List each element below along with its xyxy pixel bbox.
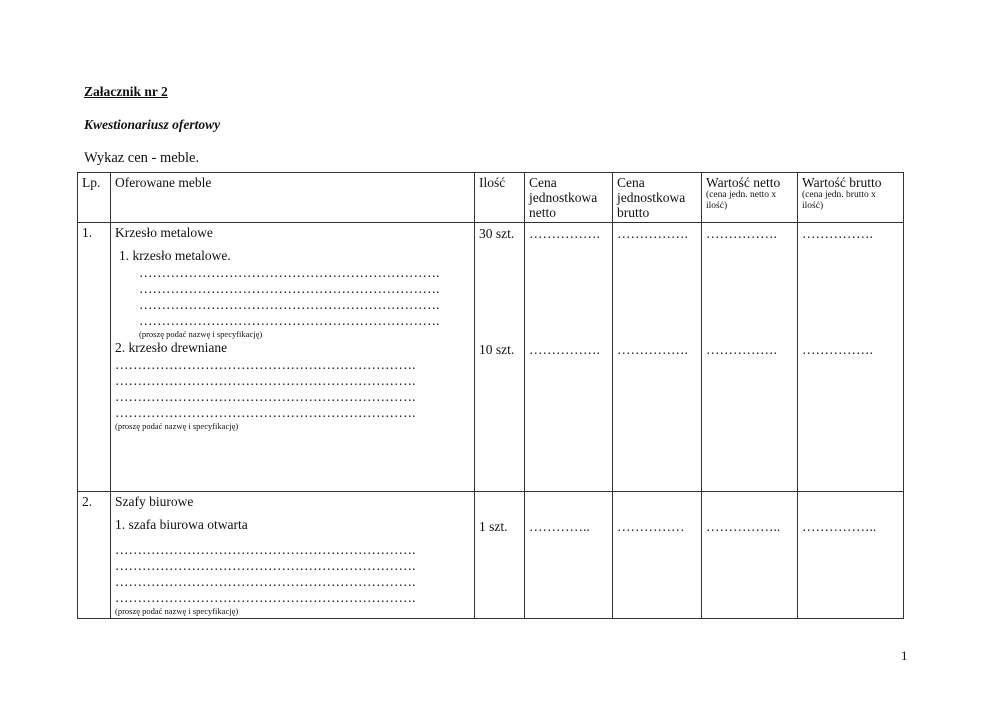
- spec-dots-line[interactable]: ………………………………………………………….: [115, 389, 416, 404]
- qty-2: 10 szt.: [479, 342, 515, 357]
- price-list-heading: Wykaz cen - meble.: [84, 150, 200, 166]
- spec-dots-line[interactable]: ………………………………………………………….: [115, 373, 416, 388]
- header-item: Oferowane meble: [111, 173, 475, 223]
- table-row: [78, 223, 904, 492]
- header-value-net: [702, 173, 798, 223]
- spec-note: (proszę podać nazwę i specyfikację): [139, 329, 263, 339]
- header-unit-gross: Cena jednostkowa brutto: [613, 173, 702, 223]
- qty-1: 30 szt.: [479, 226, 515, 241]
- header-value-gross: [798, 173, 904, 223]
- header-value-net-label: Wartość netto: [706, 175, 781, 190]
- price-placeholder[interactable]: …………….: [617, 342, 688, 357]
- price-placeholder[interactable]: …………….: [802, 226, 873, 241]
- header-value-gross-label: Wartość brutto: [802, 175, 882, 190]
- row-item: [111, 492, 475, 619]
- price-placeholder[interactable]: …………….: [802, 342, 873, 357]
- unit-net-cell[interactable]: [525, 492, 613, 619]
- price-placeholder[interactable]: …………..: [529, 519, 590, 534]
- spec-dots-line[interactable]: ………………………………………………………….: [115, 357, 416, 372]
- spec-dots-line[interactable]: ………………………………………………………….: [115, 542, 416, 557]
- unit-net-cell[interactable]: [525, 223, 613, 492]
- spec-dots-line[interactable]: ………………………………………………………….: [115, 590, 416, 605]
- table-row: [78, 492, 904, 619]
- spec-dots-line[interactable]: ………………………………………………………….: [139, 265, 440, 280]
- spec-dots-line[interactable]: ………………………………………………………….: [139, 313, 440, 328]
- price-placeholder[interactable]: ……………..: [706, 519, 781, 534]
- price-placeholder[interactable]: ……………: [617, 519, 685, 534]
- subitem-2-label: 2. krzesło drewniane: [115, 340, 228, 355]
- unit-gross-cell[interactable]: [613, 223, 702, 492]
- price-placeholder[interactable]: ……………..: [802, 519, 877, 534]
- spec-dots-line[interactable]: ………………………………………………………….: [139, 297, 440, 312]
- header-value-gross-note: (cena jedn. brutto x ilość): [802, 190, 876, 211]
- row-lp: 1.: [78, 223, 111, 492]
- page-number: 1: [901, 648, 908, 663]
- price-placeholder[interactable]: …………….: [529, 226, 600, 241]
- row-qty: [475, 492, 525, 619]
- spec-note: (proszę podać nazwę i specyfikację): [115, 421, 239, 431]
- price-placeholder[interactable]: …………….: [706, 342, 777, 357]
- subitem-1-label: 1. szafa biurowa otwarta: [115, 517, 248, 532]
- spec-note: (proszę podać nazwę i specyfikację): [115, 606, 239, 616]
- price-table: [77, 172, 904, 619]
- document-subtitle: Kwestionariusz ofertowy: [84, 117, 221, 132]
- spec-dots-line[interactable]: ………………………………………………………….: [139, 281, 440, 296]
- qty-1: 1 szt.: [479, 519, 508, 534]
- header-qty: Ilość: [475, 173, 525, 223]
- item-title: Szafy biurowe: [115, 494, 194, 509]
- header-row: [78, 173, 904, 223]
- value-net-cell[interactable]: [702, 223, 798, 492]
- spec-dots-line[interactable]: ………………………………………………………….: [115, 558, 416, 573]
- unit-gross-cell[interactable]: [613, 492, 702, 619]
- annex-title: Załacznik nr 2: [84, 84, 168, 99]
- row-lp: 2.: [78, 492, 111, 619]
- price-placeholder[interactable]: …………….: [529, 342, 600, 357]
- spec-dots-line[interactable]: ………………………………………………………….: [115, 405, 416, 420]
- row-qty: [475, 223, 525, 492]
- row-item: [111, 223, 475, 492]
- header-value-net-note: (cena jedn. netto x ilość): [706, 190, 777, 211]
- price-placeholder[interactable]: …………….: [706, 226, 777, 241]
- price-placeholder[interactable]: …………….: [617, 226, 688, 241]
- value-net-cell[interactable]: [702, 492, 798, 619]
- item-title: Krzesło metalowe: [115, 225, 213, 240]
- value-gross-cell[interactable]: [798, 223, 904, 492]
- value-gross-cell[interactable]: [798, 492, 904, 619]
- header-unit-net: Cena jednostkowa netto: [525, 173, 613, 223]
- spec-dots-line[interactable]: ………………………………………………………….: [115, 574, 416, 589]
- subitem-1-label: 1. krzesło metalowe.: [119, 248, 231, 263]
- header-lp: Lp.: [78, 173, 111, 223]
